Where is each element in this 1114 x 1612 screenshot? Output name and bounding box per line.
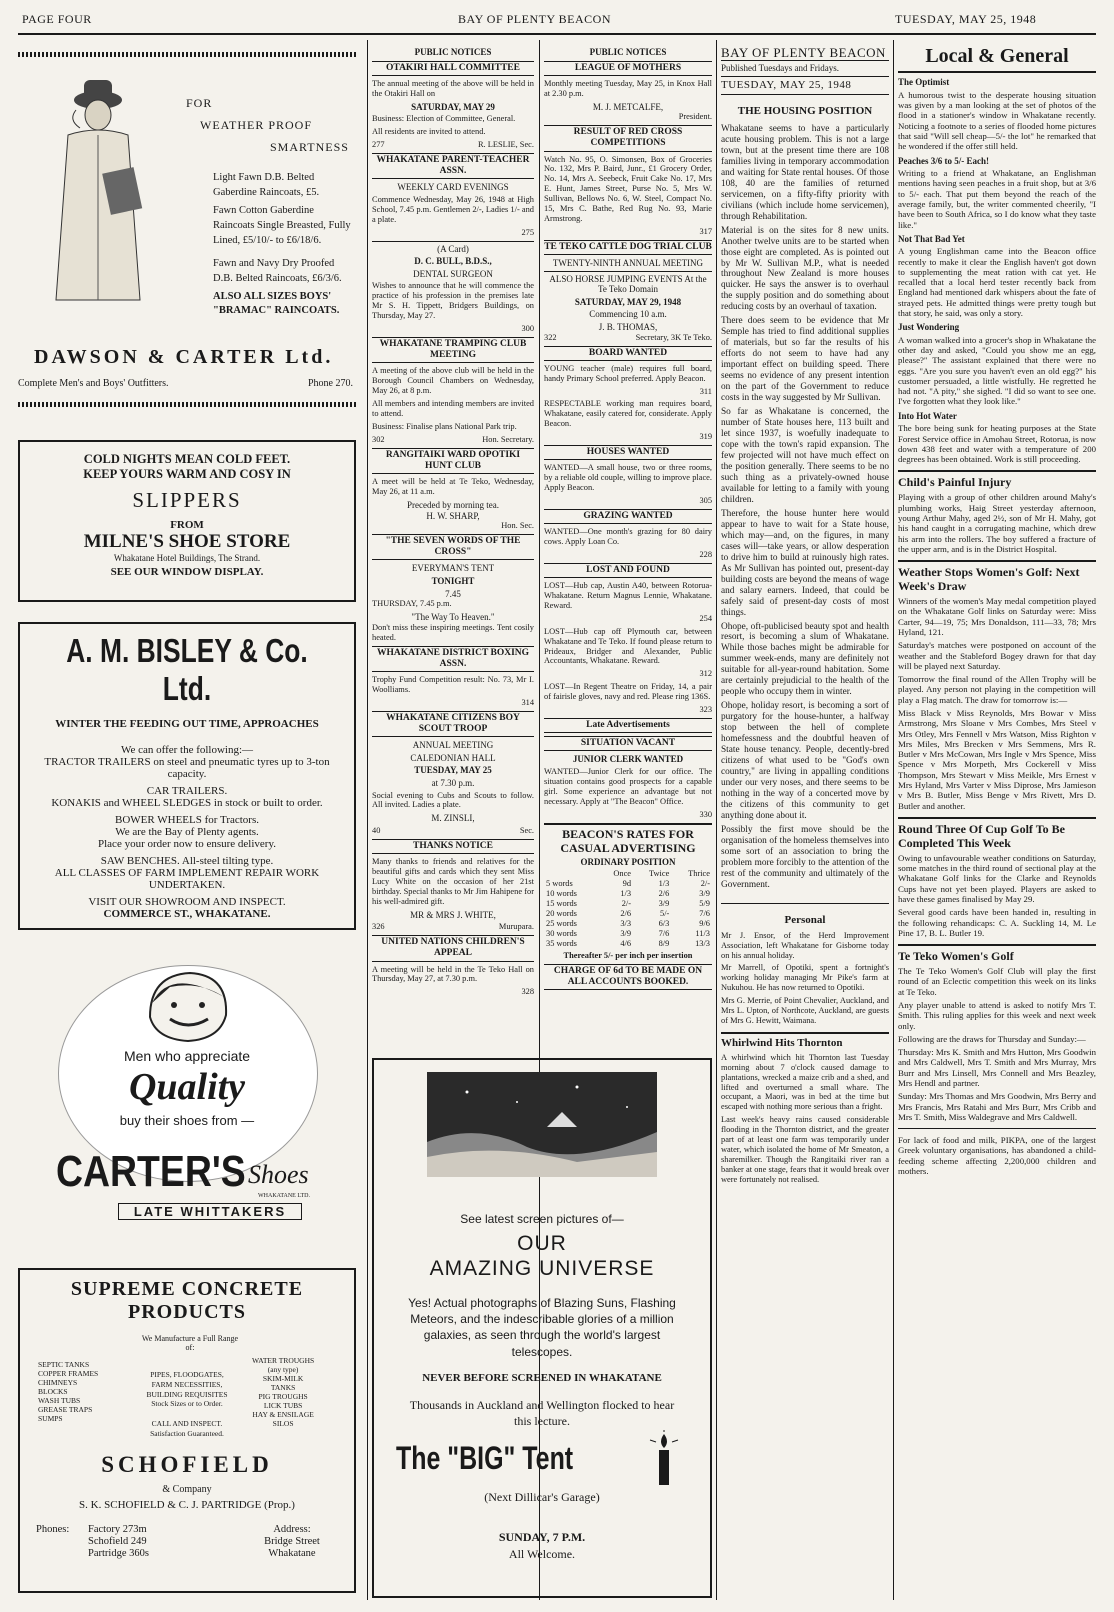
news-heading: Peaches 3/6 to 5/- Each! [898,155,989,166]
header-rule [18,33,1096,35]
ad-line: SUPREME CONCRETE [70,1278,304,1300]
notice-subheading: (A Card) [372,241,534,255]
notice-number: 317 [699,226,712,236]
ad-line: FOR [186,96,213,110]
rates-row [544,919,712,929]
advertiser-tagline: Complete Men's and Boys' Outfitters. [18,378,169,389]
ad-line: AMAZING UNIVERSE [429,1257,655,1280]
news-paragraph: For lack of food and milk, PIKPA, one of the largest Greek voluntary organisations, has abandoned a child-feeding scheme affecting 2,200,000 children and mothers. [898,1128,1096,1176]
advertiser-name: MILNE'S SHOE STORE [83,531,291,552]
editorial-paragraph: Therefore, the house hunter here would appear to have to wait for a State house, which may—and, on the figures, in many cases will—take years, or allow desperation to drive him to build at ruinously high rates. As Mr Sullivan has pointed out, present-day building costs are beyond the means of wage and salary earners. Indeed, that could be safely said of present-day costs of most things. [721,508,889,618]
ad-line: WINTER THE FEEDING OUT TIME, APPROACHES [55,718,319,730]
ad-copy: ALSO ALL SIZES BOYS' "BRAMAC" RAINCOATS. [213,291,340,317]
notice-heading: HOUSES WANTED [544,445,712,460]
notice-number: 305 [699,496,712,506]
ad-product-list: SEPTIC TANKS COPPER FRAMES CHIMNEYS BLOCKS WASH TUBS GREASE TRAPS SUMPS [38,1360,99,1423]
rates-cell: 6/3 [658,919,670,928]
notice-time: at 7.30 p.m. [431,777,475,788]
ad-line: Men who appreciate [123,1048,251,1064]
notice-text: THURSDAY, 7.45 p.m. [372,599,452,609]
notice-text: A meet will be held at Te Teko, Wednesday, May 26, at 11 a.m. [372,477,534,497]
rates-cell: 3/9 [658,899,670,909]
candle-icon [644,1430,684,1490]
news-paragraph: A humorous twist to the desperate housing situation was given by a man looking at the set of photos of the flood in a stationer's window in Whakatane recently. Noticing a footnote to a series of flooded home pictures that said "Will sell cheap—5/- the lot" he remarked that he wondered if the offer still held. [898,89,1096,152]
ad-line: We are the Bay of Plenty agents. [115,826,259,838]
section-title: Local & General [898,45,1096,73]
notice-text: Social evening to Cubs and Scouts to follow. All invited. Ladies a plate. [372,790,534,810]
ad-line: OUR [517,1232,567,1255]
rates-column-header: Thrice [688,869,710,879]
notice-text: "The Way To Heaven." [411,612,495,623]
rates-cell: 10 words [546,889,577,899]
notice-heading: LOST AND FOUND [544,563,712,578]
notice-text: LOST—In Regent Theatre on Friday, 14, a pair of fairisle gloves, navy and red. Please ring 136S. [544,682,712,702]
rates-cell: 8/9 [658,938,670,948]
rates-cell: 5 words [546,879,573,889]
rates-column-header: Once [613,869,632,879]
notice-number: 300 [521,324,534,334]
editorial-paragraph: Whakatane seems to have a particularly acute housing problem. This is not a large town, but at the present time there are 108 families living in temporary accommodation and waiting for State rental houses. Of those 108, 40 are the families of returned servicemen, on a fifty-fifty priority with civilians (which include home servicemen), through Rehabilitation. [721,123,889,222]
ad-line: SLIPPERS [132,488,242,512]
rates-cell: 2/- [700,879,710,889]
notice-text: Watch No. 95, O. Simonsen, Box of Groceries No. 132, Mrs P. Baird, Junr., £1 Grocery Order, No. 14, Mrs A. Seebeck, Fruit Cake No. 17, Mrs E. Hunt, James Street, Purse No. 5, Mrs W. Sullivan, Bellows No. 6, W. Steel, Compact No. 15, Mrs C. Bathe, Red Rug No. 93, Marie Armstrong. [544,154,712,223]
news-heading: Round Three Of Cup Golf To Be Completed This Week [898,817,1096,850]
notice-text: A meeting of the above club will be held in the Borough Council Chambers on Wednesday, May 26, at 8 p.m. [372,366,534,396]
ad-line: Shoes [248,1160,309,1189]
ad-product-list: PIPES, FLOODGATES, FARM NECESSITIES, BUILDING REQUISITES Stock Sizes or to Order. CALL AND INSPECT. Satisfaction Guaranteed. [146,1370,228,1438]
ad-line: SUNDAY, 7 P.M. [498,1530,586,1544]
advertiser-phone: Phone 270. [308,378,353,389]
notice-subheading: JUNIOR CLERK WANTED [572,754,684,765]
notice-number: 314 [521,697,534,707]
notice-number: 254 [699,613,712,623]
notice-signature: Hon. Sec. [501,521,534,531]
rates-cell: 3/9 [620,928,632,938]
notice-number: 319 [699,432,712,442]
news-paragraph: Mr J. Ensor, of the Herd Improvement Association, left Whakatane for Gisborne today on his annual holiday. [721,930,889,960]
notice-text: All residents are invited to attend. [372,127,486,137]
ad-copy: Fawn and Navy Dry Proofed D.B. Belted Raincoats, £6/3/6. [213,258,342,285]
rates-cell: 9/6 [699,919,710,928]
notice-number: 312 [699,669,712,679]
rates-row [544,909,712,919]
rates-cell: 7/6 [699,909,710,919]
rates-cell: 35 words [546,938,577,948]
notice-signature: Hon. Secretary. [482,434,534,444]
column-rule [716,40,717,1600]
ad-line: SMARTNESS [270,140,349,154]
notice-heading: WHAKATANE PARENT-TEACHER ASSN. [372,153,534,179]
ad-line: NEVER BEFORE SCREENED IN WHAKATANE [422,1372,662,1384]
notice-number: 322 [544,332,557,342]
ad-line: WEATHER PROOF [200,118,313,132]
dawson-carter-ad [18,60,356,398]
notice-subheading: DENTAL SURGEON [413,268,493,279]
ad-line: TRACTOR TRAILERS on steel and pneumatic tyres up to 3-ton capacity. [44,756,330,780]
news-heading: Weather Stops Women's Golf: Next Week's Draw [898,560,1096,593]
ad-line: Quality [128,1066,246,1108]
editorial-paragraph: Ohope, oft-publicised beauty spot and health resort, is becoming a slum of Whakatane. While those baches might be admirable for summer week-ends, many are definitely not suitable for all-year-round habitation. Some are certainly prejudicial to the health of the people who occupy them in winter. [721,621,889,698]
milnes-shoe-store-ad [18,440,356,602]
night-sky-illustration [427,1072,657,1177]
rates-cell: 9d [622,879,632,889]
column-rule [893,40,894,1600]
editorial-paragraph: So far as Whakatane is concerned, the number of State houses here, 113 built and let since 1937, is woefully inadequate to cope with the town's rapid expansion. The few projected will not have much effect on the position generally. There seems to be no such thing as a privately-owned house available for letting to a family with young children. [721,407,889,505]
rates-row [544,899,712,909]
notice-text: Business: Finalise plans National Park trip. [372,421,517,431]
notice-text: Business: Election of Committee, General. [372,114,516,124]
notice-text: LOST—Hub cap, Austin A40, between Rotorua-Whakatane. Return Magnus Lennie, Whakatane. Reward. [544,581,712,610]
notice-heading: LEAGUE OF MOTHERS [544,61,712,76]
smiling-man-illustration [130,967,240,1047]
section-heading: Personal [721,903,889,927]
ad-line: All Welcome. [508,1547,576,1561]
editorial-paragraph: Ohope, holiday resort, is becoming a sort of purgatory for the house-hunter, a halfway stop between the hell of complete homefessness and the doubtful heaven of State house tenancy. People, decently-bred citizens of what used to be "God's own country," are living in appalling conditions under our very noses, and there seems to be nothing in the way of a concerted move by the citizens of this community to get anything done about it. [721,701,889,821]
notice-number: 328 [521,987,534,997]
notice-date: SATURDAY, MAY 29 [411,101,495,112]
rates-cell: 11/3 [695,928,710,938]
rates-cell: 3/3 [620,919,632,928]
ad-line: Address: [273,1524,311,1535]
notice-date: TUESDAY, MAY 25 [414,765,492,776]
ad-line: S. K. SCHOFIELD & C. J. PARTRIDGE (Prop.) [79,1499,295,1511]
ad-line: WHAKATANE LTD. [258,1193,310,1199]
notice-subheading: CALEDONIAN HALL [410,752,496,763]
ad-line: The "BIG" Tent [396,1440,574,1476]
big-tent-ad [372,1058,712,1598]
public-notices-column-1 [372,45,534,1050]
rates-cell: 1/3 [620,889,632,899]
notice-subheading: ANNUAL MEETING [412,740,494,751]
notice-heading: GRAZING WANTED [544,509,712,524]
notice-subheading: WEEKLY CARD EVENINGS [397,182,509,193]
notice-number: 40 [372,826,381,835]
notice-heading: RESULT OF RED CROSS COMPETITIONS [544,125,712,151]
news-paragraph: Mrs G. Merrie, of Point Chevalier, Auckland, and Mrs L. Upton, of Northcote, Auckland, are guests of Mrs G. Hewitt, Waimana. [721,996,889,1025]
notice-text: The annual meeting of the above will be held in the Otakiri Hall on [372,78,534,98]
advertiser-name: DAWSON & CARTER Ltd. [34,346,334,368]
ad-product-list: WATER TROUGHS (any type) SKIM-MILK TANKS PIG TROUGHS LICK TUBS HAY & ENSILAGE SILOS [252,1356,315,1428]
page-number: PAGE FOUR [22,12,92,26]
editorial-heading: THE HOUSING POSITION [737,104,873,117]
masthead-date: TUESDAY, MAY 25, 1948 [721,76,889,95]
ad-copy: Fawn Cotton Gaberdine Raincoats Single Breasted, Fully Lined, £5/10/- to £6/18/6. [213,205,351,247]
column-rule [367,40,368,1600]
news-paragraph: A young Englishman came into the Beacon office recently to make it clear the English haven't got down to supplementing the meat ration with cat yet. He recalled that a local herd tester recently back from England had mentioned dark whispers about the fate of strayed pets. He admitted things were pretty tough but that story, he said, was only a story. [898,246,1096,318]
notice-subheading: EVERYMAN'S TENT [411,563,495,574]
ad-line: FROM [170,519,204,531]
bisley-ad [18,622,356,930]
rates-note: Thereafter 5/- per inch per insertion [563,950,693,960]
notice-heading: THANKS NOTICE [372,839,534,854]
ad-line: buy their shoes from — [119,1113,255,1128]
ad-line: Factory 273m Schofield 249 Partridge 360s [88,1524,149,1560]
ad-line: & Company [162,1484,212,1495]
notice-text: Don't miss these inspiring meetings. Tent cosily heated. [372,622,534,642]
news-heading: Not That Bad Yet [898,233,965,244]
advertiser-name: CARTER'S [56,1147,246,1196]
notice-signature: Murupara. [498,922,534,932]
notice-heading: WHAKATANE CITIZENS BOY SCOUT TROOP [372,711,534,737]
ad-copy: Yes! Actual photographs of Blazing Suns, Flashing Meteors, and the indescribable glories of a million galaxies, as seen through the world's largest telescopes. [408,1296,676,1359]
ad-copy: Thousands in Auckland and Wellington flocked to hear this lecture. [409,1398,675,1428]
notice-signature: M. ZINSLI, [431,813,475,824]
public-notices-column-2 [544,45,712,1050]
notice-signature: Secretary, 3K Te Teko. [635,332,712,342]
rates-table [544,869,712,948]
rates-column-header [544,869,599,879]
ad-line: Bridge Street Whakatane [264,1536,320,1560]
notice-signature: Sec. [519,826,534,835]
ad-copy: Light Fawn D.B. Belted Gaberdine Raincoats, £5. [213,172,320,199]
notice-subheading: TWENTY-NINTH ANNUAL MEETING [552,258,704,268]
news-paragraph: Tomorrow the final round of the Allen Trophy will be played. Any person not playing in the competition will play a Flag match. The draw for tomorrow is:— [898,674,1096,705]
news-paragraph: Owing to unfavourable weather conditions on Saturday, some matches in the third round of sectional play at the Whakatane Golf links for the Clarke and Reynolds Cups have not yet been played. Players are asked to have these games finalised by May 29. [898,852,1096,904]
section-heading: PUBLIC NOTICES [414,47,492,57]
notice-number: 302 [372,434,385,444]
editorial-column [721,45,889,1600]
masthead: BAY OF PLENTY BEACON [721,45,889,61]
notice-text: WANTED—A small house, two or three rooms, by a reliable old couple, willing to improve place. Apply Beacon. [544,463,712,493]
ad-line: COLD NIGHTS MEAN COLD FEET. [83,452,291,466]
notice-signature: M. J. METCALFE, [592,101,664,112]
ad-line: ALL CLASSES OF FARM IMPLEMENT REPAIR WORK UNDERTAKEN. [54,867,320,891]
raincoat-man-illustration [28,60,168,310]
advertiser-name: SCHOFIELD [101,1452,273,1477]
news-paragraph: Playing with a group of other children around Mahy's plumbing works, Haig Street yesterday afternoon, young Arthur Mahy, aged 2½, son of Mr H. Mahy, got his hand caught in a corrugating machine, which drew his arm into the rollers. The boy suffered a fracture of the upper arm, and is in the District Hospital. [898,492,1096,554]
news-heading: Just Wondering [898,322,960,333]
rates-cell: 13/3 [695,938,710,948]
ad-line: We Manufacture a Full Range of: [141,1334,239,1352]
news-paragraph: The bore being sunk for heating purposes at the State Forest Service office in Amohau Street, Rotorua, is now down 438 feet and water with a temperature of 200 degrees has been obtained. Work is still proceeding. [898,423,1096,465]
notice-heading: TE TEKO CATTLE DOG TRIAL CLUB [544,240,712,255]
news-paragraph: Several good cards have been handed in, resulting in the following rehandicaps: C. A. Suckling 14, M. Le Pine 17, B. L. Butler 19. [898,907,1096,938]
notice-signature: MR & MRS J. WHITE, [410,909,496,920]
masthead-subtitle: Published Tuesdays and Fridays. [721,63,840,74]
page-date: TUESDAY, MAY 25, 1948 [895,12,1037,26]
ad-line: See latest screen pictures of— [460,1212,624,1226]
notice-number: 326 [372,922,385,932]
rates-cell: 20 words [546,909,577,919]
notice-text: WANTED—Junior Clerk for our office. The situation contains good prospects for a capable girl. Some experience an advantage but not necessary. Apply at "The Beacon" Office. [544,766,712,806]
notice-text: WANTED—One month's grazing for 80 dairy cows. Apply Loan Co. [544,527,712,547]
ad-line: Phones: [36,1524,70,1535]
rates-cell: 25 words [546,919,577,928]
news-paragraph: A woman walked into a grocer's shop in Whakatane the other day and asked, "Could you show me an egg, please?" The assistant explained that there were no eggs. "Are you sure you haven't even an old egg?" his customer persuaded, a little wistfully. He regretted he had not. "A pity," she sighed. "I did so want to see one. I've forgotten what they look like." [898,334,1096,407]
notice-heading: UNITED NATIONS CHILDREN'S APPEAL [372,935,534,961]
rates-column-header: Twice [648,869,670,879]
border-ornament [18,402,356,407]
border-ornament [18,52,356,57]
rates-row [544,939,712,949]
notice-time: 7.45 [445,588,461,599]
rates-cell: 2/6 [620,909,632,919]
rates-cell: 4/6 [620,938,632,948]
notice-text: Trophy Fund Competition result: No. 73, Mr I. Woolliams. [372,675,534,694]
notice-text: LOST—Hub cap off Plymouth car, between Whakatane and Te Teko. If found please return to Prideaux, Bridger and Alexander, Public Accountants, Whakatane. Reward. [544,626,712,666]
notice-text: All members and intending members are invited to attend. [372,399,534,418]
local-general-column [898,45,1096,1600]
notice-text: Wishes to announce that he will commence the practice of his profession in the premises late Mr S. H. Tippett, Bridgers Buildings, on Thursday, May 27. [372,281,534,321]
news-paragraph: The Te Teko Women's Golf Club will play the first round of an Eclectic competition this week on its links at Te Teko. [898,966,1096,997]
ad-line: We can offer the following:— [120,744,254,756]
notice-signature: J. B. THOMAS, [598,322,658,333]
notice-number: 275 [521,227,534,237]
news-paragraph: Thursday: Mrs K. Smith and Mrs Hutton, Mrs Goodwin and Mrs Caldwell, Mrs T. Smith and Mrs Murray, Mrs Burr and Mrs Linsell, Mrs Connell and Mrs Beazley, Mrs Hendl and partner. [898,1047,1096,1088]
notice-signature: R. LESLIE, Sec. [477,140,534,150]
rates-cell: 3/9 [699,889,710,899]
news-heading: Into Hot Water [898,410,957,421]
rates-cell: 1/3 [658,879,670,889]
notice-date: SATURDAY, MAY 29, 1948 [574,296,682,307]
notice-heading: RANGITAIKI WARD OPOTIKI HUNT CLUB [372,448,534,474]
ad-line: COMMERCE ST., WHAKATANE. [103,908,271,920]
rates-cell: 2/6 [658,889,670,899]
news-paragraph: Last week's heavy rains caused considerable flooding in the Thornton district, and the greater part of at least one farm was temporarily under water, which isolated the home of Mr Smeaton, a sharemilker. Though the Rangitaiki river ran a banker at one stage, fears that it would break over were fortunately not realised. [721,1115,889,1184]
ad-line: Whakatane Hotel Buildings, The Strand. [113,553,261,563]
notice-number: 311 [699,386,712,396]
rates-cell: 2/- [621,899,632,909]
rates-cell: 30 words [546,928,577,938]
ad-line: (Next Dillicar's Garage) [484,1490,600,1504]
rates-cell: 15 words [546,899,577,909]
news-paragraph: Following are the draws for Thursday and Sunday:— [898,1033,1086,1044]
notice-signature: President. [678,112,712,122]
notice-text: YOUNG teacher (male) requires full board, handy Primary School preferred. Apply Beacon. [544,363,712,383]
news-paragraph: Winners of the women's May medal competition played on the Whakatane Golf links on Saturday were: Miss Carter, 94—19, 75; Mrs Donaldson, 111—33, 78; Mrs Hyland, 121. [898,596,1096,638]
news-paragraph: Sunday: Mrs Thomas and Mrs Goodwin, Mrs Berry and Mrs Francis, Mrs Ratahi and Mrs Burr, Mrs Cribb and Mrs T. Smith, Miss Waldegrave and Mrs Caldwell. [898,1091,1096,1122]
rates-row [544,889,712,899]
editorial-paragraph: Possibly the first move should be the organisation of the homeless themselves into some sort of an association to bring the problem more forcibly to the attention of the rest of the community and ultimately of the Government. [721,824,889,890]
advertiser-name: A. M. BISLEY & Co. Ltd. [66,632,308,707]
editorial-paragraph: There does seem to be evidence that Mr Semple has tried to find additional supplies of materials, but so far the results of his efforts do not seem to have had any important effect on building speed. There seems no evidence of any present intention on the part of the Government to reduce costs in the way suggested by Mr Sullivan. [721,316,889,404]
ad-line: SAW BENCHES. All-steel tilting type. [100,855,274,867]
notice-text: Preceded by morning tea. [407,499,499,510]
page-title: BAY OF PLENTY BEACON [458,12,612,26]
rates-row [544,879,712,889]
rates-heading: BEACON'S RATES FOR CASUAL ADVERTISING [544,823,712,854]
rates-cell: 5/9 [699,899,710,909]
notice-text: Monthly meeting Tuesday, May 25, in Knox Hall at 2.30 p.m. [544,78,712,98]
notice-text: Commence Wednesday, May 26, 1948 at High School, 7.45 p.m. Gentlemen 2/-, Ladies 1/- and a plate. [372,194,534,224]
notice-subheading: TONIGHT [431,576,475,587]
section-heading: PUBLIC NOTICES [589,47,667,57]
news-paragraph: Saturday's matches were postponed on account of the weather and the Stableford Bogey drawn for that day will be played next Saturday. [898,640,1096,671]
ad-line: SEE OUR WINDOW DISPLAY. [110,566,264,578]
notice-subheading: ALSO HORSE JUMPING EVENTS At the Te Teko Domain [544,271,712,295]
notice-text: Many thanks to friends and relatives for the beautiful gifts and cards which they sent Miss Lucy White on the occasion of her 21st birthday. Special thanks to Mr Jim Hahipene for his well-admired gift. [372,857,534,906]
news-heading: Whirlwind Hits Thornton [721,1032,889,1050]
notice-text: A meeting will be held in the Te Teko Hall on Thursday, May 27, at 7.30 p.m. [372,964,534,984]
ad-line: KONAKIS and WHEEL SLEDGES in stock or built to order. [51,797,323,809]
carters-shoes-ad [18,955,356,1255]
rates-cell: 5/- [660,909,670,919]
notice-heading: OTAKIRI HALL COMMITTEE [372,61,534,76]
notice-heading: D. C. BULL, B.D.S., [414,256,492,267]
notice-number: 330 [699,809,712,819]
notice-heading: SITUATION VACANT [544,736,712,751]
ad-line: BOWER WHEELS for Tractors. [114,814,259,826]
rates-note: CHARGE OF 6d TO BE MADE ON ALL ACCOUNTS BOOKED. [544,964,712,990]
notice-number: 228 [699,549,712,559]
notice-signature: H. W. SHARP, [426,510,480,521]
notice-number: 323 [699,705,712,715]
news-paragraph: Any player unable to attend is asked to notify Mrs T. Smith. This ruling applies for this week and next week only. [898,1000,1096,1031]
news-heading: The Optimist [898,77,950,88]
supreme-concrete-ad [18,1268,356,1593]
notice-heading: WHAKATANE TRAMPING CLUB MEETING [372,337,534,363]
notice-text: RESPECTABLE working man requires board, Whakatane, easily catered for, considerate. Apply Beacon. [544,399,712,429]
news-paragraph: Miss Black v Miss Reynolds, Mrs Bowar v Miss Armstrong, Mrs Sloane v Mrs Combes, Mrs Steel v Mrs Otley, Mrs Fennell v Mrs Watson, Miss Righton v Mrs Miles, Mrs Brecken v Mrs Semmens, Mrs R. Butler v Mrs McCowan, Mrs Ingle v Mrs Spence, Miss Spence v Mrs Morpeth, Mrs Cockerell v Miss Thompson, Mrs Stewart v Miss Meikle, Mrs Ernest v Mrs Hyland, Mrs Varter v Miss Diprose, Mrs Jamieson v Mrs B. Butler, Miss Benge v Mrs Rivett, Mrs D. Butler and another. [898,708,1096,811]
notice-heading: BOARD WANTED [544,346,712,361]
news-paragraph: A whirlwind which hit Thornton last Tuesday morning about 7 o'clock caused damage to plantations, wrecked a maize crib and a shed, and lifted and overturned a small whare. The occupant, a Maori, was in bed at the time but escaped with nothing more serious than a fright. [721,1052,889,1112]
rates-row [544,929,712,939]
ad-line: KEEP YOURS WARM AND COSY IN [83,467,291,481]
news-heading: Child's Painful Injury [898,470,1096,489]
ad-line: VISIT OUR SHOWROOM AND INSPECT. [88,896,286,908]
ad-line: CAR TRAILERS. [146,785,228,797]
notice-time: Commencing 10 a.m. [589,309,667,320]
notice-heading: "THE SEVEN WORDS OF THE CROSS" [372,534,534,560]
section-heading: Late Advertisements [544,718,712,733]
rates-cell: 7/6 [658,928,670,938]
news-paragraph: Mr Marrell, of Opotiki, spent a fortnight's working holiday managing Mr Pike's farm at Nukuhou. He has now returned to Opotiki. [721,963,889,993]
ad-line: PRODUCTS [127,1301,246,1323]
news-heading: Te Teko Women's Golf [898,944,1096,963]
ad-line: Place your order now to ensure delivery. [98,838,276,850]
notice-number: 277 [372,140,385,150]
ad-line: LATE WHITTAKERS [118,1203,302,1220]
news-paragraph: Writing to a friend at Whakatane, an Englishman mentions having seen peaches in a fruit shop, but at 3/6 to 5/- each. That put them beyond the reach of the average family, but, the writer commented cheerily, "I have been to South Africa, so I do know what they taste like." [898,168,1096,230]
notice-heading: WHAKATANE DISTRICT BOXING ASSN. [372,646,534,672]
editorial-paragraph: Material is on the sites for 8 new units. Another twelve units are to be started when those eight are completed. As is pointed out by Mr W. Sullivan M.P., what is needed throughout New Zealand is more houses quicker. He says the answer is to overhaul the supply position and do something about reducing costs by an overhaul of taxation. [721,225,889,313]
rates-subheading: ORDINARY POSITION [580,856,676,867]
